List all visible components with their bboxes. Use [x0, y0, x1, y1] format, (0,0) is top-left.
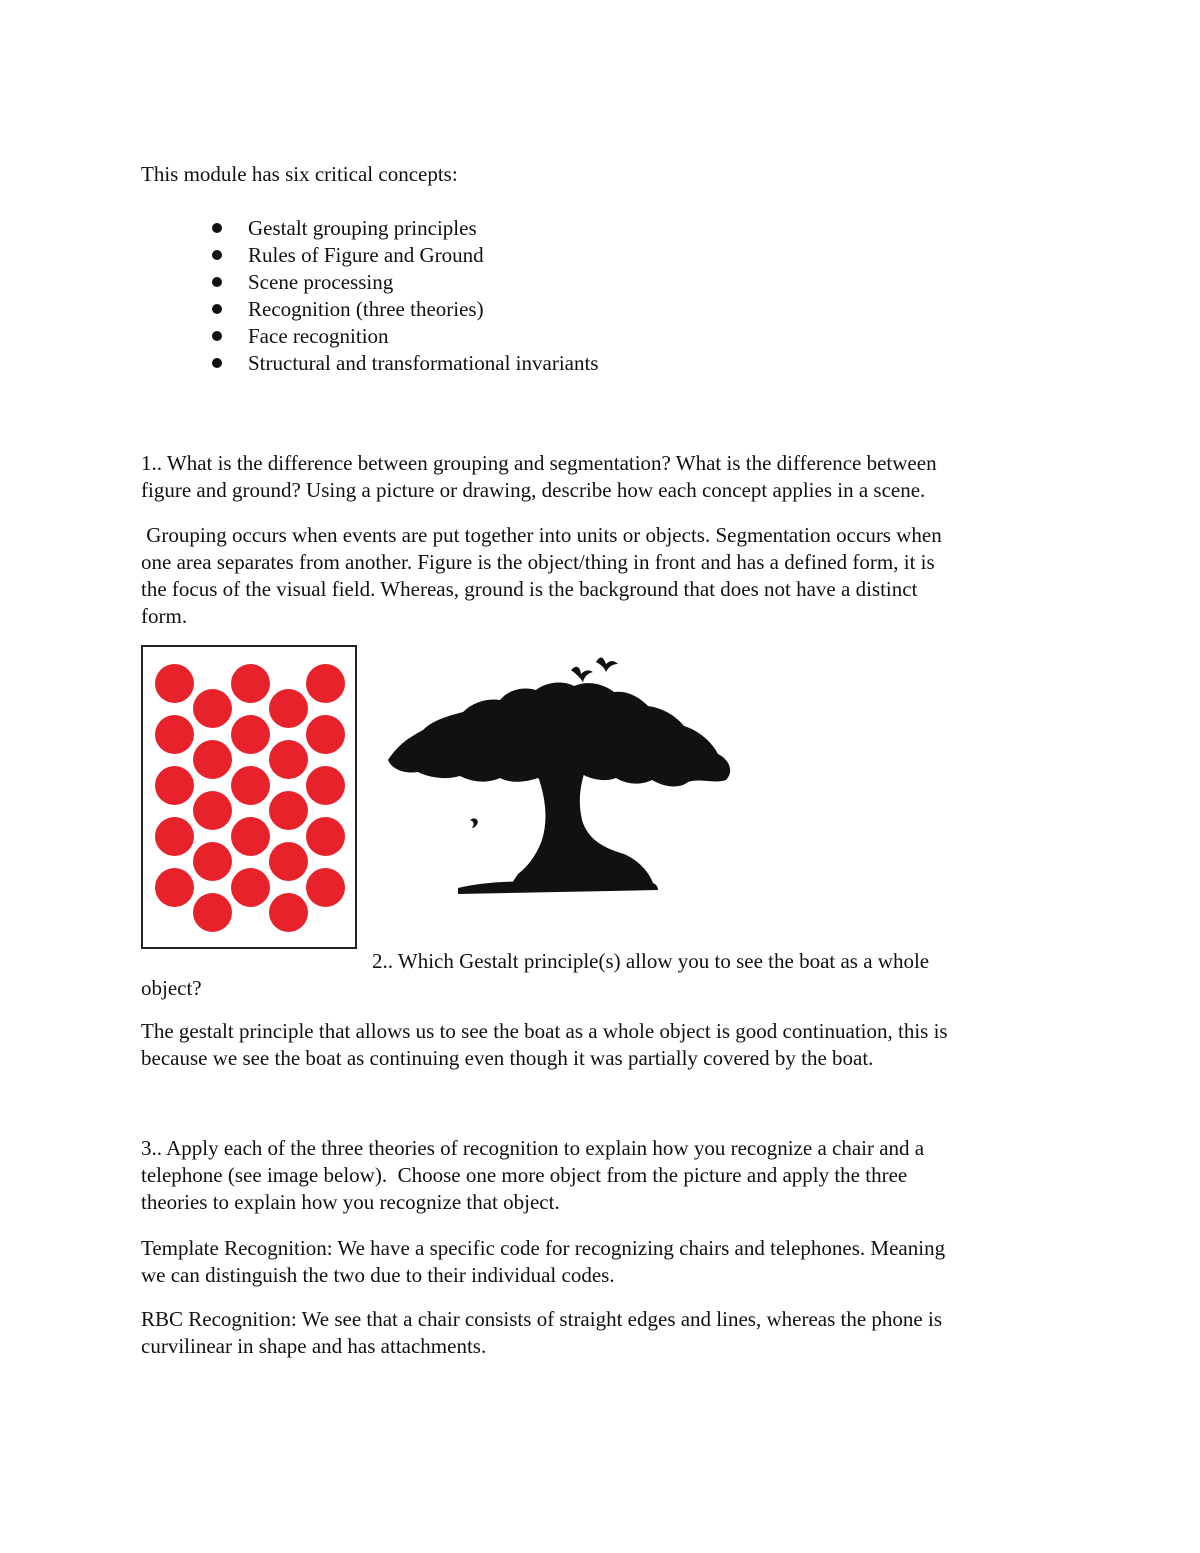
question-2-line: 2.. Which Gestalt principle(s) allow you to see the boat as a whole	[372, 949, 930, 973]
bullet-icon	[212, 250, 222, 260]
list-item: Structural and transformational invariants	[210, 350, 598, 377]
template-recognition-answer	[141, 1235, 1061, 1289]
rbc-recognition-answer	[141, 1306, 1061, 1360]
tree-detail	[470, 818, 478, 828]
concepts-list	[210, 215, 598, 377]
red-dot	[193, 689, 232, 728]
red-dot	[155, 664, 194, 703]
answer-2-line: The gestalt principle that allows us to see the boat as a whole object is good continuation, this is	[141, 1019, 948, 1043]
list-item: Gestalt grouping principles	[210, 215, 598, 242]
bullet-icon	[212, 277, 222, 287]
question-2-line: object?	[141, 976, 202, 1000]
red-dot	[269, 791, 308, 830]
tree-ground	[458, 881, 658, 894]
answer-2	[141, 1018, 1061, 1072]
question-1-line: figure and ground? Using a picture or drawing, describe how each concept applies in a scene.	[141, 478, 926, 502]
red-dot	[231, 766, 270, 805]
question-3-line: 3.. Apply each of the three theories of recognition to explain how you recognize a chair and a	[141, 1136, 925, 1160]
red-dot	[155, 868, 194, 907]
answer-3-line: curvilinear in shape and has attachments.	[141, 1334, 487, 1358]
red-dot	[269, 842, 308, 881]
grouping-dots-figure	[141, 645, 357, 949]
list-item: Scene processing	[210, 269, 598, 296]
red-dot	[306, 766, 345, 805]
red-dot	[306, 715, 345, 754]
answer-2-line: because we see the boat as continuing even though it was partially covered by the boat.	[141, 1046, 874, 1070]
tree-trunk	[510, 774, 654, 890]
question-3-line: theories to explain how you recognize that object.	[141, 1190, 560, 1214]
red-dot	[306, 664, 345, 703]
red-dot	[231, 715, 270, 754]
question-3-line: telephone (see image below). Choose one more object from the picture and apply the three	[141, 1163, 908, 1187]
answer-3-line: RBC Recognition: We see that a chair consists of straight edges and lines, whereas the phone is	[141, 1307, 942, 1331]
list-item: Face recognition	[210, 323, 598, 350]
answer-1-line: the focus of the visual field. Whereas, ground is the background that does not have a distinct	[141, 577, 918, 601]
red-dot	[193, 893, 232, 932]
red-dot	[155, 817, 194, 856]
red-dot	[193, 791, 232, 830]
red-dot	[269, 689, 308, 728]
answer-3-line: we can distinguish the two due to their individual codes.	[141, 1263, 615, 1287]
answer-1-line: form.	[141, 604, 188, 628]
red-dot	[306, 817, 345, 856]
red-dot	[155, 715, 194, 754]
bird-icon	[571, 667, 593, 682]
bullet-icon	[212, 331, 222, 341]
red-dot	[193, 740, 232, 779]
red-dot	[231, 868, 270, 907]
bullet-icon	[212, 304, 222, 314]
red-dot	[231, 817, 270, 856]
answer-1-line: one area separates from another. Figure is the object/thing in front and has a defined form, it is	[141, 550, 935, 574]
intro-text: This module has six critical concepts:	[141, 162, 458, 186]
bullet-icon	[212, 223, 222, 233]
bullet-icon	[212, 358, 222, 368]
list-item: Recognition (three theories)	[210, 296, 598, 323]
question-1-line: 1.. What is the difference between grouping and segmentation? What is the difference between	[141, 451, 937, 475]
answer-1	[141, 522, 1061, 630]
list-item: Rules of Figure and Ground	[210, 242, 598, 269]
tree-silhouette-figure	[378, 650, 740, 900]
answer-1-line: Grouping occurs when events are put together into units or objects. Segmentation occurs when	[141, 523, 942, 547]
red-dot	[269, 893, 308, 932]
red-dot	[306, 868, 345, 907]
red-dot	[231, 664, 270, 703]
red-dot	[269, 740, 308, 779]
red-dot	[193, 842, 232, 881]
question-3	[141, 1135, 1061, 1216]
bird-icon	[596, 657, 618, 672]
question-1	[141, 450, 1061, 504]
red-dot	[155, 766, 194, 805]
answer-3-line: Template Recognition: We have a specific code for recognizing chairs and telephones. Meaning	[141, 1236, 946, 1260]
